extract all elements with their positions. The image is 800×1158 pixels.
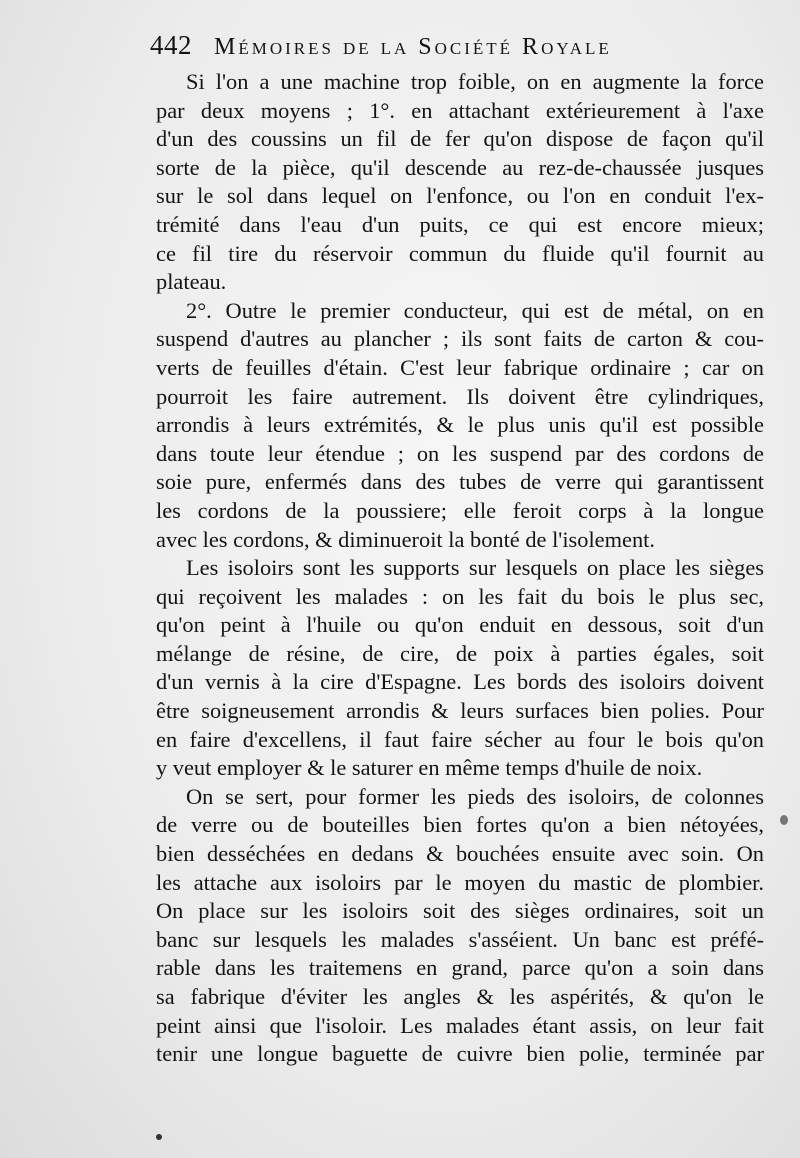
text-line: tenir une longue baguette de cuivre bien polie, terminée par <box>156 1041 764 1067</box>
text-line: qui reçoivent les malades : on les fait du bois le plus sec, <box>156 583 764 609</box>
text-line: trémité dans l'eau d'un puits, ce qui est encore mieux; <box>156 211 764 237</box>
text-line: soie pure, enfermés dans des tubes de verre qui garantissent <box>156 469 764 495</box>
text-line: y veut employer & le saturer en même temps d'huile de noix. <box>156 755 703 781</box>
text-line: arrondis à leurs extrémités, & le plus unis qu'il est possible <box>156 412 764 438</box>
text-line: mélange de résine, de cire, de poix à parties égales, soit <box>156 640 764 666</box>
text-line: sorte de la pièce, qu'il descende au rez-de-chaussée jusques <box>156 154 764 180</box>
text-line: rable dans les traitemens en grand, parce qu'on a soin dans <box>156 955 764 981</box>
running-title: Mémoires de la Société Royale <box>214 34 612 60</box>
text-line: 2°. Outre le premier conducteur, qui est de métal, on en <box>186 297 764 323</box>
text-line: avec les cordons, & diminueroit la bonté de l'isolement. <box>156 526 655 552</box>
text-line: d'un vernis à la cire d'Espagne. Les bords des isoloirs doivent <box>156 669 764 695</box>
text-line: être soigneusement arrondis & leurs surfaces bien polies. Pour <box>156 698 764 724</box>
text-line: suspend d'autres au plancher ; ils sont faits de carton & cou- <box>156 326 764 352</box>
page-number: 442 <box>150 30 192 60</box>
text-line: Si l'on a une machine trop foible, on en augmente la force <box>186 69 764 94</box>
text-line: en faire d'excellens, il faut faire sécher au four le bois qu'on <box>156 726 764 752</box>
text-line: pourroit les faire autrement. Ils doivent être cylindriques, <box>156 383 764 409</box>
ink-speck <box>780 815 788 825</box>
text-line: verts de feuilles d'étain. C'est leur fabrique ordinaire ; car on <box>156 354 764 380</box>
text-line: Les isoloirs sont les supports sur lesquels on place les sièges <box>186 555 764 581</box>
text-line: On place sur les isoloirs soit des sièges ordinaires, soit un <box>156 898 764 924</box>
text-line: sur le sol dans lequel on l'enfonce, ou l'on en conduit l'ex- <box>156 183 764 209</box>
body-text <box>156 68 764 1069</box>
ink-speck <box>156 1134 162 1140</box>
running-header <box>150 30 760 64</box>
text-line: banc sur lesquels les malades s'asséient. Un banc est préfé- <box>156 926 764 952</box>
text-line: dans toute leur étendue ; on les suspend par des cordons de <box>156 440 764 466</box>
text-line: plateau. <box>156 269 227 295</box>
text-line: sa fabrique d'éviter les angles & les aspérités, & qu'on le <box>156 984 764 1009</box>
text-line: bien desséchées en dedans & bouchées ensuite avec soin. On <box>156 841 764 867</box>
text-line: On se sert, pour former les pieds des isoloirs, de colonnes <box>186 783 764 809</box>
text-line: de verre ou de bouteilles bien fortes qu'on a bien nétoyées, <box>156 812 764 838</box>
text-line: les attache aux isoloirs par le moyen du mastic de plombier. <box>156 869 764 895</box>
text-line: les cordons de la poussiere; elle feroit corps à la longue <box>156 497 764 523</box>
text-line: par deux moyens ; 1°. en attachant extérieurement à l'axe <box>156 97 764 123</box>
text-line: qu'on peint à l'huile ou qu'on enduit en dessous, soit d'un <box>156 612 764 638</box>
text-line: d'un des coussins un fil de fer qu'on dispose de façon qu'il <box>156 126 764 152</box>
text-line: ce fil tire du réservoir commun du fluide qu'il fournit au <box>156 240 764 266</box>
text-line: peint ainsi que l'isoloir. Les malades étant assis, on leur fait <box>156 1012 764 1038</box>
